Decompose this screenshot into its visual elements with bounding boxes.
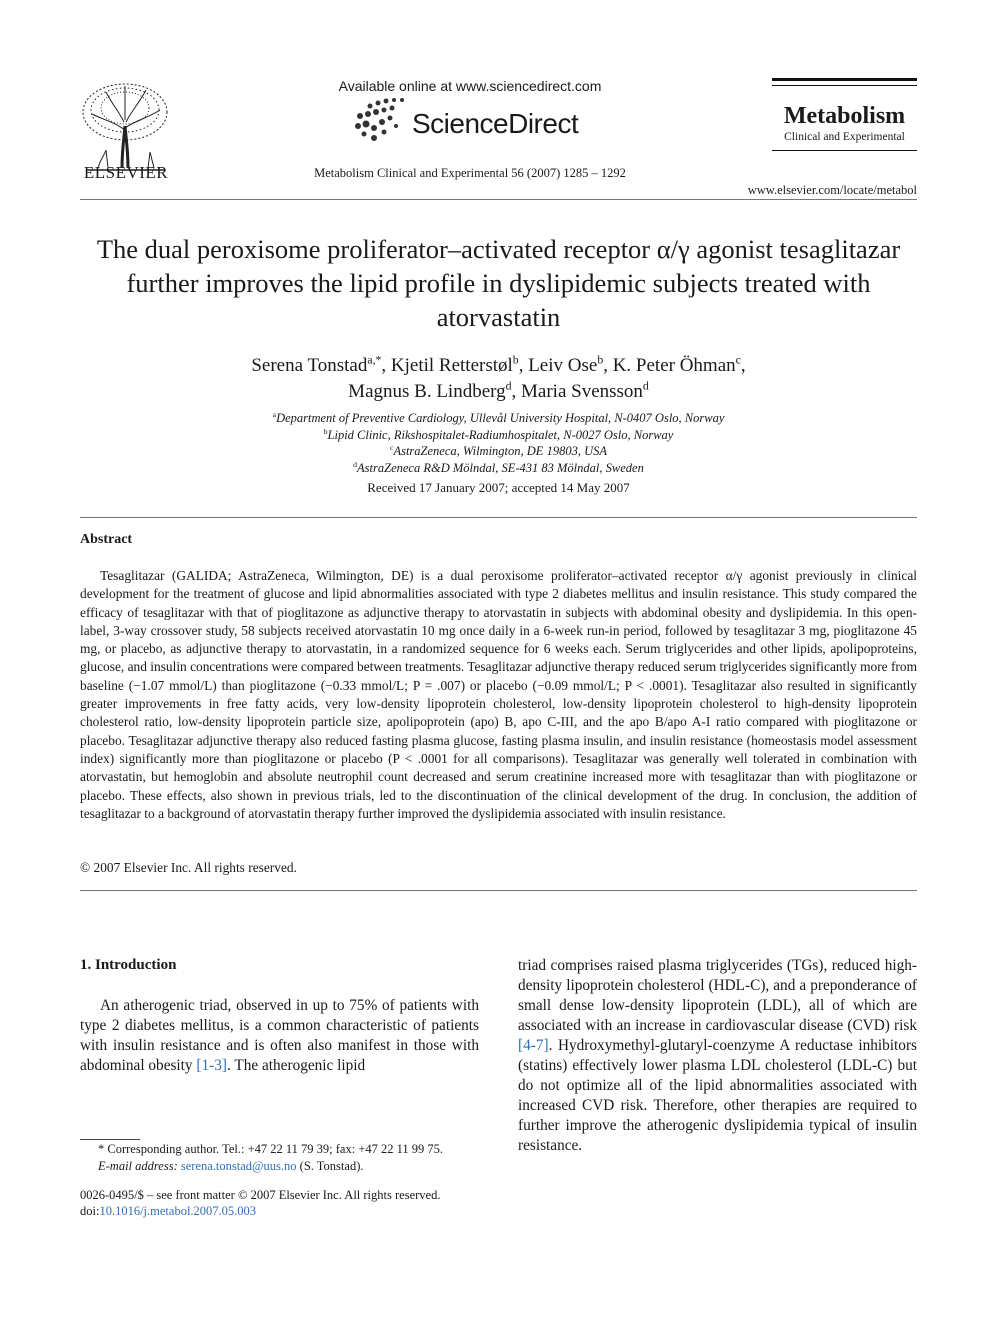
journal-citation: Metabolism Clinical and Experimental 56 (2007) 1285 – 1292: [314, 166, 626, 180]
citation-link[interactable]: [1-3]: [196, 1057, 228, 1074]
paragraph-text: . Hydroxymethyl-glutaryl-coenzyme A reductase inhibitors (statins) effectively lower plasma LDL cholesterol (LDL-C) but do not optimize all of the lipid abnormalities associated with increased CVD risk. Therefore, other therapies are required to further improve the atherogenic dyslipidemia typical of insulin resistance.: [518, 1037, 917, 1154]
article-title: The dual peroxisome proliferator–activated receptor α/γ agonist tesaglitazar further improves the lipid profile in dyslipidemic subjects treated with atorvastatin: [96, 234, 901, 332]
author-affiliation-mark: b: [597, 353, 604, 367]
author-separator: ,: [511, 381, 522, 402]
affiliation: [80, 410, 917, 427]
abstract-copyright: © 2007 Elsevier Inc. All rights reserved.: [80, 860, 297, 875]
doi-note: [80, 1203, 479, 1220]
author-name: Serena Tonstad: [251, 355, 368, 376]
author-name: Kjetil Retterstøl: [390, 355, 513, 376]
author-affiliation-mark: a,*: [367, 353, 382, 367]
journal-rule: [772, 150, 917, 151]
journal-subtitle: Clinical and Experimental: [784, 131, 905, 143]
affiliation-label: a: [272, 409, 277, 419]
journal-url[interactable]: www.elsevier.com/locate/metabol: [747, 183, 917, 197]
section-heading: 1. Introduction: [80, 957, 177, 973]
right-column: [518, 956, 917, 1156]
paragraph: [518, 956, 917, 1156]
affiliation-text: Department of Preventive Cardiology, Ullevål University Hospital, N-0407 Oslo, Norway: [276, 411, 725, 425]
author-name: Maria Svensson: [521, 381, 643, 402]
paragraph-text: triad comprises raised plasma triglycerides (TGs), reduced high-density lipoprotein cholesterol (HDL-C), and a preponderance of small dense low-density lipoprotein (LDL), all of which are associated with an increase in cardiovascular disease (CVD) risk: [518, 957, 917, 1034]
email-link[interactable]: serena.tonstad@uus.no: [180, 1159, 297, 1173]
corresponding-author-note: * Corresponding author. Tel.: +47 22 11 79 39; fax: +47 22 11 99 75.: [98, 1142, 444, 1156]
paragraph-text: An atherogenic triad, observed in up to 75% of patients with type 2 diabetes mellitus, is a common characteristic of patients with insulin resistance and is often also manifest in those with abdominal obesity: [80, 997, 479, 1074]
doi-link[interactable]: 10.1016/j.metabol.2007.05.003: [99, 1204, 257, 1218]
affiliation-label: b: [323, 426, 328, 436]
affiliation-text: AstraZeneca R&D Mölndal, SE-431 83 Mölndal, Sweden: [357, 461, 644, 475]
author-list: [80, 354, 917, 378]
email-suffix: (S. Tonstad).: [296, 1159, 364, 1173]
sciencedirect-wordmark: ScienceDirect: [412, 108, 579, 139]
email-note: [80, 1158, 479, 1175]
abstract-divider-top: [80, 517, 917, 518]
front-matter-note: 0026-0495/$ – see front matter © 2007 Elsevier Inc. All rights reserved.: [80, 1188, 441, 1202]
author-name: Leiv Ose: [528, 355, 598, 376]
journal-rule: [772, 85, 917, 86]
abstract-text: Tesaglitazar (GALIDA; AstraZeneca, Wilmington, DE) is a dual peroxisome proliferator–activated receptor α/γ agonist previously in clinical development for the treatment of glucose and lipid abnormalities associated with type 2 diabetes mellitus and insulin resistance. This study compared the efficacy of tesaglitazar with that of pioglitazone as adjunctive therapy to atorvastatin in subjects with abdominal obesity and dyslipidemia. In this open-label, 3-way crossover study, 58 subjects received atorvastatin 10 mg once daily in a 6-week run-in period, followed by tesaglitazar 3 mg, pioglitazone 45 mg, or placebo, as adjunctive therapy to atorvastatin, in a randomized sequence for 6 weeks each. Serum triglycerides and other lipids, apolipoproteins, glucose, and insulin concentrations were compared between treatments. Tesaglitazar adjunctive therapy reduced serum triglycerides significantly more from baseline (−1.07 mmol/L) than pioglitazone (−0.33 mmol/L; P = .007) or placebo (−0.09 mmol/L; P < .0001). Tesaglitazar also resulted in significantly greater improvements in free fatty acids, very low-density lipoprotein cholesterol, low-density lipoprotein cholesterol to high-density lipoprotein cholesterol ratio, low-density lipoprotein particle size, apolipoprotein (apo) B, apo C-III, and the apo B/apo A-I ratio compared with pioglitazone or placebo. Tesaglitazar adjunctive therapy also reduced fasting plasma glucose, fasting plasma insulin, and insulin resistance (homeostasis model assessment index) significantly more than pioglitazone or placebo (P < .0001 for all comparisons). Tesaglitazar was generally well tolerated in combination with atorvastatin, but hemoglobin and absolute neutrophil count decreased and serum creatinine increased more with tesaglitazar than with pioglitazone or placebo. These effects, also shown in previous trials, led to the discontinuation of the clinical development of the drug. In conclusion, the addition of tesaglitazar to a background of atorvastatin therapy further improved the dyslipidemia associated with insulin resistance.: [80, 568, 917, 821]
author-separator: ,: [381, 355, 391, 376]
author-affiliation-mark: d: [505, 379, 512, 393]
author-list: [80, 380, 917, 404]
author-separator: ,: [518, 355, 529, 376]
header-divider: [80, 199, 917, 200]
paragraph: [80, 996, 479, 1076]
author-affiliation-mark: d: [642, 379, 649, 393]
journal-rule: [772, 78, 917, 81]
affiliation: [80, 460, 917, 477]
citation-link[interactable]: [4-7]: [518, 1037, 549, 1054]
abstract-heading: Abstract: [80, 532, 133, 547]
affiliation: [80, 427, 917, 444]
publisher-name: ELSEVIER: [83, 163, 169, 182]
author-name: K. Peter Öhman: [612, 355, 736, 376]
affiliation-text: AstraZeneca, Wilmington, DE 19803, USA: [393, 444, 607, 458]
left-column: [80, 996, 479, 1076]
affiliation: [80, 443, 917, 460]
author-separator: ,: [603, 355, 613, 376]
email-label: E-mail address:: [98, 1159, 178, 1173]
affiliation-text: Lipid Clinic, Rikshospitalet-Radiumhospitalet, N-0027 Oslo, Norway: [327, 428, 674, 442]
abstract-divider-bottom: [80, 890, 917, 891]
affiliation-label: c: [390, 442, 394, 452]
received-dates: Received 17 January 2007; accepted 14 May 2007: [367, 480, 630, 495]
author-affiliation-mark: b: [512, 353, 519, 367]
author-separator: ,: [740, 355, 746, 376]
affiliation-label: d: [353, 459, 358, 469]
author-name: Magnus B. Lindberg: [348, 381, 506, 402]
footnote-rule: [80, 1139, 140, 1140]
journal-name: Metabolism: [783, 103, 906, 129]
abstract-body: [80, 567, 917, 823]
paragraph-text: . The atherogenic lipid: [227, 1057, 366, 1074]
author-affiliation-mark: c: [735, 353, 741, 367]
available-online-text: Available online at www.sciencedirect.com: [338, 78, 602, 94]
doi-prefix: doi:: [80, 1204, 100, 1218]
